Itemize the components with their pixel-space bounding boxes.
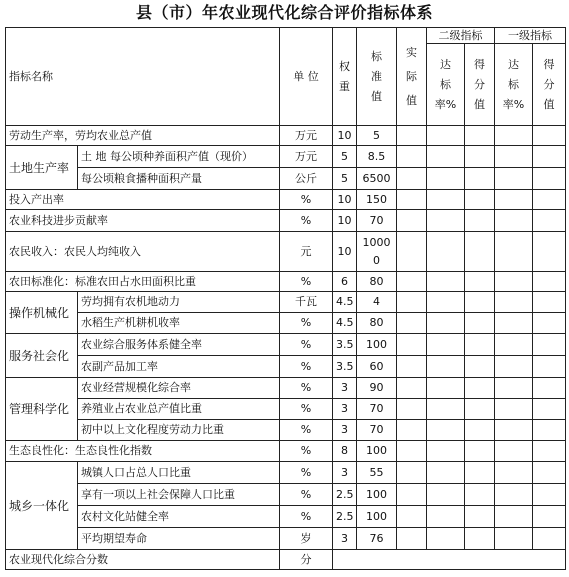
weight-cell: 3	[333, 399, 357, 420]
level1-score-cell	[533, 528, 566, 550]
level2-rate-cell	[427, 146, 465, 168]
level1-rate-cell	[495, 378, 533, 399]
level1-score-cell	[533, 313, 566, 334]
standard-cell: 90	[357, 378, 397, 399]
level2-rate-cell	[427, 420, 465, 441]
unit-cell: %	[280, 484, 333, 506]
weight-cell: 3	[333, 378, 357, 399]
category-label: 服务社会化	[6, 334, 78, 378]
table-row	[6, 292, 566, 313]
indicator-name: 城镇人口占总人口比重	[78, 462, 280, 484]
level2-rate-cell	[427, 506, 465, 528]
indicator-name: 养殖业占农业总产值比重	[78, 399, 280, 420]
level2-score-cell	[465, 232, 495, 272]
level2-rate-cell	[427, 126, 465, 146]
unit-cell: 千瓦	[280, 292, 333, 313]
indicator-name: 农业现代化综合分数	[6, 550, 280, 570]
level1-rate-cell	[495, 210, 533, 232]
weight-cell: 4.5	[333, 292, 357, 313]
actual-cell	[397, 232, 427, 272]
level1-rate-cell	[495, 356, 533, 378]
weight-cell: 3	[333, 462, 357, 484]
header-unit: 单 位	[280, 28, 333, 126]
level1-rate-cell	[495, 292, 533, 313]
level1-score-cell	[533, 356, 566, 378]
table-row	[6, 420, 566, 441]
indicator-name: 土 地 每公顷种养面积产值（现价）	[78, 146, 280, 168]
table-row	[6, 334, 566, 356]
indicator-name: 农村文化站健全率	[78, 506, 280, 528]
header-level2-rate: 达 标 率%	[427, 44, 465, 126]
standard-cell: 55	[357, 462, 397, 484]
category-label: 管理科学化	[6, 378, 78, 441]
unit-cell: %	[280, 190, 333, 210]
standard-cell: 76	[357, 528, 397, 550]
unit-cell: %	[280, 313, 333, 334]
actual-cell	[397, 462, 427, 484]
indicator-name: 水稻生产机耕机收率	[78, 313, 280, 334]
standard-cell: 4	[357, 292, 397, 313]
actual-cell	[397, 528, 427, 550]
indicator-name: 劳动生产率，劳均农业总产值	[6, 126, 280, 146]
level1-score-cell	[533, 146, 566, 168]
table-row	[6, 313, 566, 334]
actual-cell	[397, 356, 427, 378]
level2-score-cell	[465, 484, 495, 506]
weight-cell: 3	[333, 528, 357, 550]
level2-score-cell	[465, 378, 495, 399]
level1-rate-cell	[495, 146, 533, 168]
standard-cell: 100	[357, 441, 397, 462]
level2-rate-cell	[427, 190, 465, 210]
header-level1-rate: 达 标 率%	[495, 44, 533, 126]
standard-cell: 70	[357, 399, 397, 420]
level2-rate-cell	[427, 484, 465, 506]
indicator-name: 农田标准化：标准农田占水田面积比重	[6, 272, 280, 292]
standard-cell: 60	[357, 356, 397, 378]
total-score-cell	[333, 550, 566, 570]
table-row	[6, 190, 566, 210]
indicator-table	[5, 27, 566, 570]
level2-score-cell	[465, 356, 495, 378]
level1-rate-cell	[495, 528, 533, 550]
indicator-name: 投入产出率	[6, 190, 280, 210]
level2-score-cell	[465, 506, 495, 528]
level2-score-cell	[465, 146, 495, 168]
standard-cell: 100	[357, 334, 397, 356]
actual-cell	[397, 441, 427, 462]
level2-rate-cell	[427, 168, 465, 190]
indicator-name: 平均期望寿命	[78, 528, 280, 550]
table-row	[6, 506, 566, 528]
weight-cell: 3.5	[333, 334, 357, 356]
level2-score-cell	[465, 528, 495, 550]
actual-cell	[397, 378, 427, 399]
level1-score-cell	[533, 168, 566, 190]
weight-cell: 6	[333, 272, 357, 292]
indicator-name: 每公顷粮食播种面积产量	[78, 168, 280, 190]
unit-cell: %	[280, 272, 333, 292]
level2-score-cell	[465, 168, 495, 190]
table-row	[6, 232, 566, 272]
level1-score-cell	[533, 272, 566, 292]
weight-cell: 4.5	[333, 313, 357, 334]
unit-cell: %	[280, 441, 333, 462]
standard-cell: 8.5	[357, 146, 397, 168]
weight-cell: 2.5	[333, 484, 357, 506]
level1-score-cell	[533, 462, 566, 484]
standard-cell: 80	[357, 313, 397, 334]
unit-cell: %	[280, 334, 333, 356]
weight-cell: 10	[333, 190, 357, 210]
level1-score-cell	[533, 420, 566, 441]
standard-cell: 6500	[357, 168, 397, 190]
table-row	[6, 550, 566, 570]
actual-cell	[397, 313, 427, 334]
level1-rate-cell	[495, 506, 533, 528]
table-row	[6, 356, 566, 378]
actual-cell	[397, 420, 427, 441]
standard-cell: 1000 0	[357, 232, 397, 272]
level1-score-cell	[533, 399, 566, 420]
level1-rate-cell	[495, 126, 533, 146]
header-standard: 标 准 值	[357, 28, 397, 126]
level1-score-cell	[533, 506, 566, 528]
level2-score-cell	[465, 420, 495, 441]
header-indicator-name: 指标名称	[6, 28, 280, 126]
table-row	[6, 126, 566, 146]
level2-rate-cell	[427, 399, 465, 420]
unit-cell: 岁	[280, 528, 333, 550]
actual-cell	[397, 292, 427, 313]
standard-cell: 100	[357, 506, 397, 528]
level2-score-cell	[465, 272, 495, 292]
level1-score-cell	[533, 126, 566, 146]
header-actual: 实 际 值	[397, 28, 427, 126]
level1-rate-cell	[495, 232, 533, 272]
table-row	[6, 168, 566, 190]
level1-score-cell	[533, 190, 566, 210]
table-row	[6, 378, 566, 399]
weight-cell: 8	[333, 441, 357, 462]
actual-cell	[397, 334, 427, 356]
weight-cell: 2.5	[333, 506, 357, 528]
level2-rate-cell	[427, 232, 465, 272]
actual-cell	[397, 210, 427, 232]
level1-score-cell	[533, 292, 566, 313]
level2-rate-cell	[427, 210, 465, 232]
level1-rate-cell	[495, 484, 533, 506]
actual-cell	[397, 126, 427, 146]
level2-score-cell	[465, 126, 495, 146]
table-row	[6, 441, 566, 462]
table-row	[6, 484, 566, 506]
weight-cell: 10	[333, 232, 357, 272]
indicator-name: 农副产品加工率	[78, 356, 280, 378]
level1-rate-cell	[495, 334, 533, 356]
table-row	[6, 210, 566, 232]
table-row	[6, 528, 566, 550]
indicator-name: 享有一项以上社会保障人口比重	[78, 484, 280, 506]
level1-score-cell	[533, 441, 566, 462]
unit-cell: %	[280, 378, 333, 399]
header-level1-score: 得 分 值	[533, 44, 566, 126]
level2-rate-cell	[427, 528, 465, 550]
level1-rate-cell	[495, 399, 533, 420]
actual-cell	[397, 190, 427, 210]
level2-score-cell	[465, 334, 495, 356]
unit-cell: %	[280, 420, 333, 441]
level1-score-cell	[533, 210, 566, 232]
level1-score-cell	[533, 378, 566, 399]
level1-rate-cell	[495, 420, 533, 441]
unit-cell: %	[280, 399, 333, 420]
actual-cell	[397, 506, 427, 528]
unit-cell: %	[280, 356, 333, 378]
level2-score-cell	[465, 462, 495, 484]
indicator-name: 初中以上文化程度劳动力比重	[78, 420, 280, 441]
indicator-name: 生态良性化：生态良性化指数	[6, 441, 280, 462]
unit-cell: 元	[280, 232, 333, 272]
table-row	[6, 462, 566, 484]
unit-cell: 分	[280, 550, 333, 570]
standard-cell: 150	[357, 190, 397, 210]
level1-score-cell	[533, 334, 566, 356]
level1-rate-cell	[495, 441, 533, 462]
actual-cell	[397, 272, 427, 292]
standard-cell: 70	[357, 210, 397, 232]
level2-rate-cell	[427, 378, 465, 399]
actual-cell	[397, 146, 427, 168]
document-title: 县（市）年农业现代化综合评价指标体系	[135, 3, 433, 22]
header-level2: 二级指标	[427, 28, 495, 44]
unit-cell: 万元	[280, 126, 333, 146]
level2-rate-cell	[427, 272, 465, 292]
actual-cell	[397, 399, 427, 420]
category-label: 土地生产率	[6, 146, 78, 190]
table-row	[6, 146, 566, 168]
level2-score-cell	[465, 210, 495, 232]
indicator-name: 劳均拥有农机地动力	[78, 292, 280, 313]
header-level2-score: 得 分 值	[465, 44, 495, 126]
category-label: 城乡一体化	[6, 462, 78, 550]
header-level1: 一级指标	[495, 28, 566, 44]
unit-cell: %	[280, 210, 333, 232]
unit-cell: 公斤	[280, 168, 333, 190]
indicator-name: 农民收入：农民人均纯收入	[6, 232, 280, 272]
standard-cell: 70	[357, 420, 397, 441]
actual-cell	[397, 484, 427, 506]
unit-cell: %	[280, 462, 333, 484]
indicator-name: 农业科技进步贡献率	[6, 210, 280, 232]
level2-rate-cell	[427, 334, 465, 356]
level1-rate-cell	[495, 272, 533, 292]
indicator-name: 农业综合服务体系健全率	[78, 334, 280, 356]
level2-score-cell	[465, 313, 495, 334]
level1-rate-cell	[495, 313, 533, 334]
indicator-name: 农业经营规模化综合率	[78, 378, 280, 399]
weight-cell: 3	[333, 420, 357, 441]
level1-rate-cell	[495, 168, 533, 190]
level2-rate-cell	[427, 356, 465, 378]
weight-cell: 10	[333, 210, 357, 232]
category-label: 操作机械化	[6, 292, 78, 334]
level2-rate-cell	[427, 441, 465, 462]
table-row	[6, 272, 566, 292]
unit-cell: 万元	[280, 146, 333, 168]
weight-cell: 10	[333, 126, 357, 146]
level2-score-cell	[465, 190, 495, 210]
level2-rate-cell	[427, 462, 465, 484]
standard-cell: 5	[357, 126, 397, 146]
level1-rate-cell	[495, 190, 533, 210]
unit-cell: %	[280, 506, 333, 528]
level1-rate-cell	[495, 462, 533, 484]
standard-cell: 100	[357, 484, 397, 506]
level2-rate-cell	[427, 292, 465, 313]
standard-cell: 80	[357, 272, 397, 292]
level2-score-cell	[465, 292, 495, 313]
level1-score-cell	[533, 232, 566, 272]
table-row	[6, 399, 566, 420]
level2-score-cell	[465, 399, 495, 420]
weight-cell: 5	[333, 168, 357, 190]
level2-score-cell	[465, 441, 495, 462]
header-weight: 权 重	[333, 28, 357, 126]
weight-cell: 3.5	[333, 356, 357, 378]
weight-cell: 5	[333, 146, 357, 168]
level1-score-cell	[533, 484, 566, 506]
level2-rate-cell	[427, 313, 465, 334]
actual-cell	[397, 168, 427, 190]
